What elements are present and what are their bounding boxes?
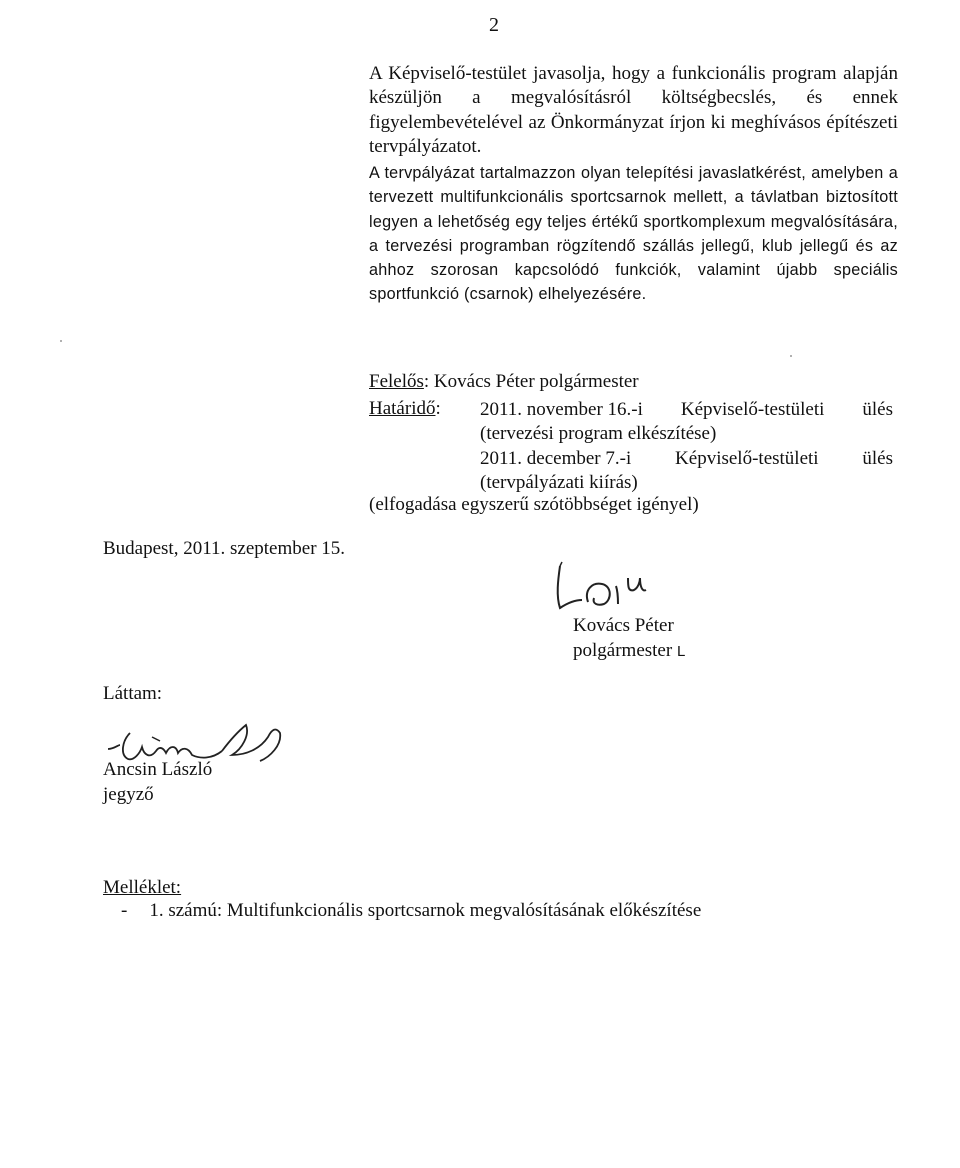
deadline-list xyxy=(480,398,893,495)
deadline-detail: (tervpályázati kiírás) xyxy=(480,471,638,493)
speck-dot xyxy=(790,355,792,357)
mayor-initial: L xyxy=(676,643,686,660)
proposal-paragraph: A Képviselő-testület javasolja, hogy a funkcionális program alapján készüljön a megvalósításról költségbecslés, és ennek figyelembevételével az Önkormányzat írjon ki meghívásos építészeti tervpályázatot. xyxy=(369,63,898,157)
deadline-label-line: Határidő: xyxy=(369,398,441,419)
seen-label: Láttam: xyxy=(103,683,163,704)
deadline-item xyxy=(480,447,893,471)
speck-dot xyxy=(60,340,62,342)
deadline-date: 2011. november 16.-i xyxy=(480,399,643,420)
mayor-name: Kovács Péter xyxy=(573,615,674,636)
competition-paragraph: A tervpályázat tartalmazzon olyan telepítési javaslatkérést, amelyben a tervezett multifunkcionális sportcsarnok mellett, a távlatban biztosított legyen a lehetőség egy teljes értékű sportkomplexum megvalósítására, a tervezési programban rögzítendő szállás jellegű, klub jellegű és az ahhoz szorosan kapcsolódó funkciók, valamint újabb speciális sportfunkció (csarnok) elhelyezésére. xyxy=(369,164,898,304)
annex-item-text: 1. számú: Multifunkcionális sportcsarnok megvalósításának előkészítése xyxy=(149,900,702,921)
deadline-word: ülés xyxy=(862,399,893,420)
list-bullet: - xyxy=(121,900,128,921)
deadline-detail: (tervezési program elkészítése) xyxy=(480,423,717,445)
deadline-event: Képviselő-testületi xyxy=(675,447,819,469)
deadline-event: Képviselő-testületi xyxy=(680,399,825,420)
responsible-label: Felelős xyxy=(369,371,424,392)
annex-item xyxy=(121,900,701,922)
deadline-label: Határidő xyxy=(369,398,436,419)
responsible-value: Kovács Péter polgármester xyxy=(433,371,639,392)
mayor-title: polgármester xyxy=(573,640,673,661)
annex-heading: Melléklet: xyxy=(103,877,182,898)
page-number: 2 xyxy=(489,14,499,36)
mayor-signature xyxy=(548,560,688,620)
place-date: Budapest, 2011. szeptember 15. xyxy=(103,538,346,559)
majority-note: (elfogadása egyszerű szótöbbséget igényel) xyxy=(369,494,699,515)
mayor-title-line xyxy=(573,640,685,662)
notary-name: Ancsin László xyxy=(103,759,213,780)
deadline-item xyxy=(480,398,893,422)
deadline-word: ülés xyxy=(862,447,893,469)
deadline-date: 2011. december 7.-i xyxy=(480,447,632,469)
responsible-line: Felelős: Kovács Péter polgármester xyxy=(369,371,639,392)
notary-title: jegyző xyxy=(103,784,154,805)
